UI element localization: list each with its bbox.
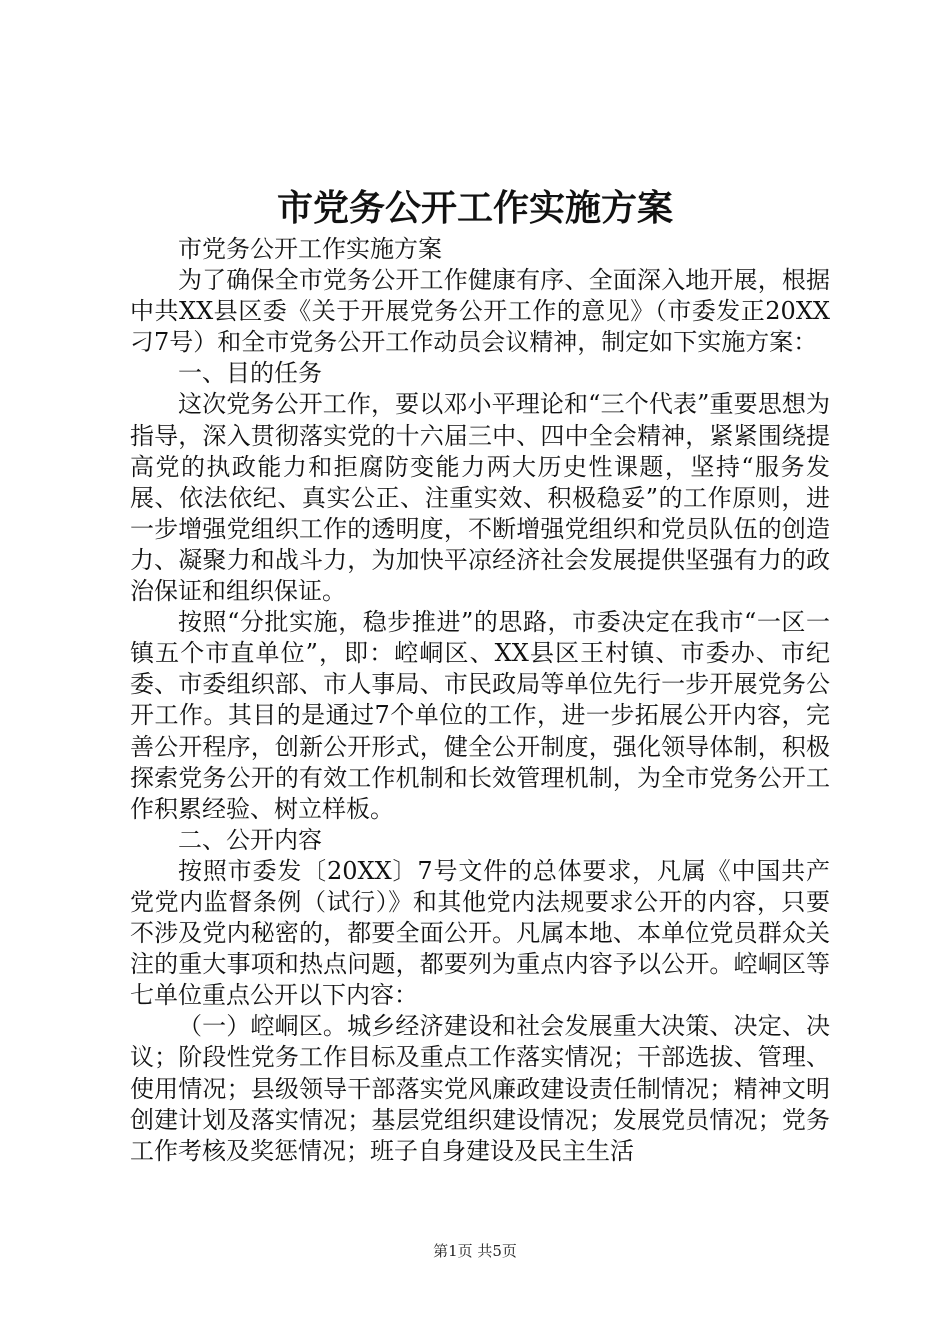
section-heading-1: 一、目的任务 (178, 359, 322, 388)
paragraph-content-scope: 按照市委发〔20XX〕7号文件的总体要求，凡属《中国共产党党内监督条例（试行）》和其他党内法规要求公开的内容，只要不涉及党内秘密的，都要全面公开。凡属本地、本单位党员群众关注的重大事项和热点问题，都要列为重点内容予以公开。崆峒区等七单位重点公开以下内容： (130, 856, 830, 1010)
document-body (130, 234, 830, 1167)
document-title: 市党务公开工作实施方案 (276, 187, 673, 229)
paragraph-kongtong-district: （一）崆峒区。城乡经济建设和社会发展重大决策、决定、决议；阶段性党务工作目标及重点工作落实情况；干部选拔、管理、使用情况；县级领导干部落实党风廉政建设责任制情况；精神文明创建计划及落实情况；基层党组织建设情况；发展党员情况；党务工作考核及奖惩情况；班子自身建设及民主生活 (130, 1012, 830, 1165)
section-heading-2: 二、公开内容 (178, 825, 322, 854)
paragraph-guiding-principle: 这次党务公开工作，要以邓小平理论和“三个代表”重要思想为指导，深入贯彻落实党的十六届三中、四中全会精神，紧紧围绕提高党的执政能力和拒腐防变能力两大历史性课题，坚持“服务发展、依法依纪、真实公正、注重实效、积极稳妥”的工作原则，进一步增强党组织工作的透明度，不断增强党组织和党员队伍的创造力、凝聚力和战斗力，为加快平凉经济社会发展提供坚强有力的政治保证和组织保证。 (130, 390, 830, 606)
paragraph-pilot-units: 按照“分批实施，稳步推进”的思路，市委决定在我市“一区一镇五个市直单位”，即：崆峒区、XX县区王村镇、市委办、市纪委、市委组织部、市人事局、市民政局等单位先行一步开展党务公开工作。其目的是通过7个单位的工作，进一步拓展公开内容，完善公开程序，创新公开形式，健全公开制度，强化领导体制，积极探索党务公开的有效工作机制和长效管理机制，为全市党务公开工作积累经验、树立样板。 (130, 608, 830, 823)
paragraph-heading-repeat: 市党务公开工作实施方案 (178, 235, 442, 263)
page-footer: 第1页 共5页 (433, 1242, 517, 1260)
paragraph-intro: 为了确保全市党务公开工作健康有序、全面深入地开展，根据中共XX县区委《关于开展党务公开工作的意见》（市委发正20XX刁7号）和全市党务公开工作动员会议精神，制定如下实施方案： (130, 266, 830, 357)
